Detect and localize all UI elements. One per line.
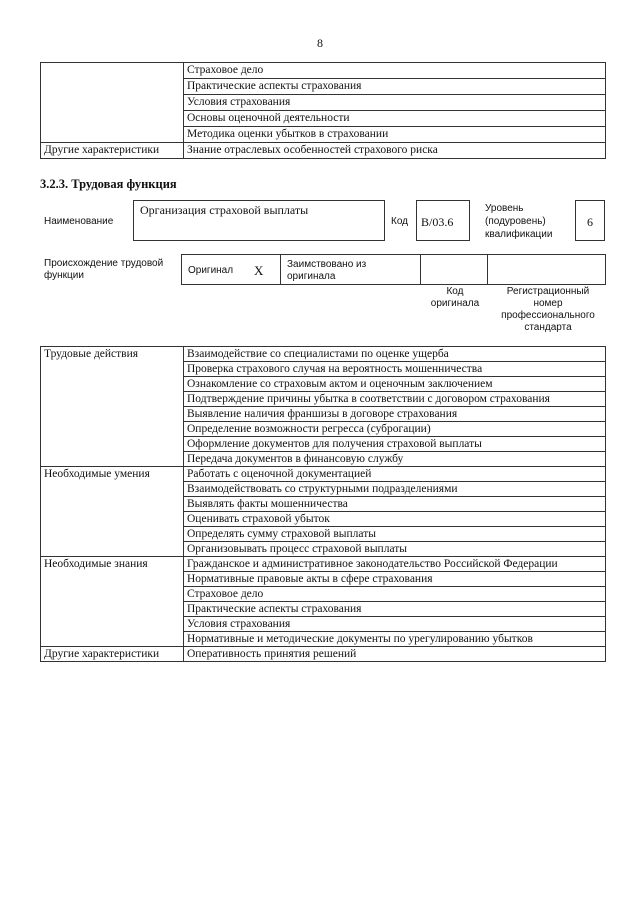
table-row [41, 143, 606, 159]
table-cell: Методика оценки убытков в страховании [184, 127, 606, 143]
table-row [41, 557, 606, 572]
level-box [575, 200, 605, 241]
borrowed-label: Заимствовано из оригинала [287, 259, 367, 282]
reg-number-caption: Регистрационный номер профессионального стандарта [501, 286, 595, 333]
table-cell: Условия страхования [184, 95, 606, 111]
table-cell: Определять сумму страховой выплаты [184, 527, 606, 542]
table-cell: Страховое дело [184, 63, 606, 79]
code-value: В/03.6 [421, 215, 454, 229]
table-cell: Условия страхования [184, 617, 606, 632]
table-cell: Гражданское и административное законодательство Российской Федерации [184, 557, 606, 572]
empty-label-cell [41, 63, 184, 143]
level-value: 6 [587, 215, 593, 229]
table-cell: Практические аспекты страхования [184, 79, 606, 95]
table-cell: Взаимодействие со специалистами по оценке ущерба [184, 347, 606, 362]
function-name: Организация страховой выплаты [140, 203, 309, 217]
page-number: 8 [317, 36, 323, 50]
group-label-labor-actions: Трудовые действия [41, 347, 184, 467]
name-label: Наименование [44, 216, 114, 227]
table-cell: Передача документов в финансовую службу [184, 452, 606, 467]
table-cell: Работать с оценочной документацией [184, 467, 606, 482]
level-label: Уровень (подуровень) квалификации [485, 203, 553, 240]
code-original-caption: Код оригинала [430, 286, 480, 309]
reg-number-box [487, 254, 606, 285]
table-cell: Определение возможности регресса (суброгации) [184, 422, 606, 437]
table-cell: Выявлять факты мошенничества [184, 497, 606, 512]
table-cell: Выявление наличия франшизы в договоре страхования [184, 407, 606, 422]
table-cell: Нормативные правовые акты в сфере страхования [184, 572, 606, 587]
origin-label: Происхождение трудовой функции [44, 258, 164, 281]
other-characteristics-label: Другие характеристики [41, 143, 184, 159]
table-cell: Оперативность принятия решений [184, 647, 606, 662]
group-label-required-skills: Необходимые умения [41, 467, 184, 557]
table-row [41, 63, 606, 79]
table-cell: Взаимодействовать со структурными подразделениями [184, 482, 606, 497]
group-label-required-knowledge: Необходимые знания [41, 557, 184, 647]
table-cell: Основы оценочной деятельности [184, 111, 606, 127]
code-box [416, 200, 470, 241]
section-title: 3.2.3. Трудовая функция [40, 177, 177, 191]
table-cell: Ознакомление со страховым актом и оценочным заключением [184, 377, 606, 392]
table-cell: Проверка страхового случая на вероятность мошенничества [184, 362, 606, 377]
table-cell: Страховое дело [184, 587, 606, 602]
table-cell: Нормативные и методические документы по урегулированию убытков [184, 632, 606, 647]
table-cell: Подтверждение причины убытка в соответствии с договором страхования [184, 392, 606, 407]
table-cell: Знание отраслевых особенностей страхового риска [184, 143, 606, 159]
original-mark: X [254, 263, 264, 278]
original-box [181, 254, 281, 285]
group-label-other-characteristics: Другие характеристики [41, 647, 184, 662]
labor-function-table [40, 346, 606, 662]
original-label: Оригинал [188, 265, 234, 276]
table-cell: Практические аспекты страхования [184, 602, 606, 617]
table-cell: Организовывать процесс страховой выплаты [184, 542, 606, 557]
table-row [41, 647, 606, 662]
function-name-box [133, 200, 385, 241]
code-original-box [420, 254, 488, 285]
table-cell: Оценивать страховой убыток [184, 512, 606, 527]
borrowed-box [280, 254, 421, 285]
table-row [41, 467, 606, 482]
table-cell: Оформление документов для получения страховой выплаты [184, 437, 606, 452]
table-row [41, 347, 606, 362]
code-label: Код [391, 216, 409, 227]
knowledge-continuation-table [40, 62, 606, 159]
